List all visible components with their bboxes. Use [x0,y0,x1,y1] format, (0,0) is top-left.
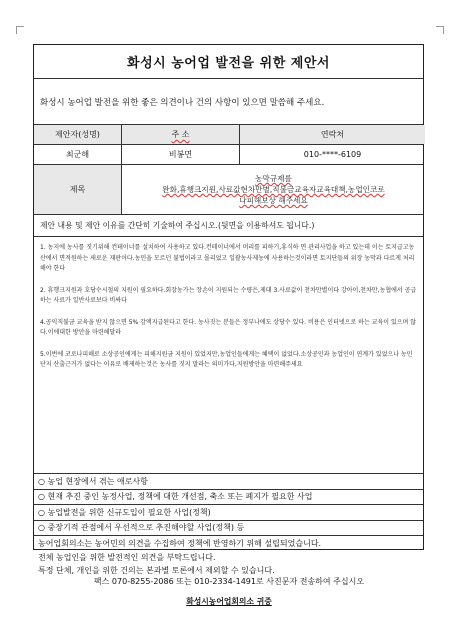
proposer-address: 비봉면 [122,145,240,164]
title-row [34,45,423,79]
proposer-phone: 010-****-6109 [303,150,362,159]
subject-line: 농막규제를 [255,174,292,183]
note-line: 특정 단체, 개인을 위한 건의는 본과별 토론에서 제외할 수 있습니다. [38,566,275,575]
instructions-row [34,215,423,237]
intro-row [34,79,423,125]
instructions-text: 제안 내용 및 제안 이유를 간단히 기술하여 주십시오.(뒷면을 이용하셔도 됩니다.) [40,221,315,230]
option-item: ○ 농업발전을 위한 신규도입이 필요한 사업(정책) [34,505,423,521]
intro-text: 화성시 농어업 발전을 위한 좋은 의견이나 건의 사항이 있으면 말씀해 주세요. [40,97,325,108]
body-paragraph: 2. 휴행크지원과 호당수시철의 지원이 필요하다.회장농가는 장손이 지원되는 수량은,제대 3.사료값이 천차만별이다 강아이,천차만,농협에서 공급하는 사료가 일반사료보다 비싸다 [40,286,417,304]
body-paragraph: 4.공익직불금 교육을 받지 않으면 5% 감액지급된다고 한다. 농사짓는 분들은 정부나에도 상당수 있다. 비용은 인터넷으로 하는 교육이 있으며 않다.이에대한 방안을 마련해달라 [40,318,417,336]
subject-label: 제목 [34,165,122,214]
option-item: ○ 현재 추진 중인 농정사업, 정책에 대한 개선점, 축소 또는 폐지가 필요한 사업 [34,490,423,506]
note-line: 전체 농업인을 위한 발전적인 의견을 부탁드립니다. [38,552,216,562]
notes [38,537,419,578]
recipient-org: 화성시농어업회의소 귀중 [186,597,272,606]
proposal-body [34,237,423,474]
proposer-row [34,145,423,165]
subject-row [34,165,423,215]
contact-label: 연락처 [240,125,425,144]
note-line: 농어업회의소는 농어민의 의견을 수집하여 정책에 반영하기 위해 설립되었습니다. [38,539,322,548]
form-title: 화성시 농어업 발전을 위한 제안서 [127,56,330,71]
address-label: 주 소 [122,125,240,144]
subject-value [122,165,425,214]
crop-mark [16,26,24,34]
proposer-label: 제안자(성명) [34,125,122,144]
subject-line: 완화,휴행크지원,사료값현차만별,직불금교육자교육대책,농업인코로 [162,185,385,194]
fax-instruction: 팩스 070-8255-2086 또는 010-2334-1491로 사진문자 전송하여 주십시오 [93,577,365,586]
topic-options [34,474,423,536]
subject-line: 나피해보상 해주세요 [239,196,308,205]
proposal-form [33,44,424,575]
body-paragraph: 1. 농지에 농사를 짓기위해 컨테이너를 설치하여 사용하고 있다.컨테이너에서 머리를 피하기,휴식하 면 관리사업을 하고 있는데 이는 토지급고농산에서 면적원하는 새로운 재판이다.농민을 모르던 불법이라고 몰리었고 일괄농사제농에 사용하는것이라면 토지단들의 위장 농막과 다르게 처리해야 한다 [40,244,415,272]
option-item: ○ 중장기적 관점에서 우선적으로 추진해야할 사업(정책) 등 [34,521,423,537]
option-item: ○ 농업 현장에서 겪는 애로사항 [34,474,423,490]
crop-mark [436,26,444,34]
header-row [34,125,423,145]
proposer-name: 최군해 [34,145,122,164]
body-paragraph: 5.이번에 코로나피해로 소상공인에게는 피해지원금 지원이 있었지만,농업인들에게는 혜택이 없었다.소상공인과 농업인이 연계가 있었으나 농민 단지 산출근거가 없다는 이유로 배제하는것은 농사를 짓지 말라는 의미가다,지원방안을 마련해주세요 [40,350,413,368]
